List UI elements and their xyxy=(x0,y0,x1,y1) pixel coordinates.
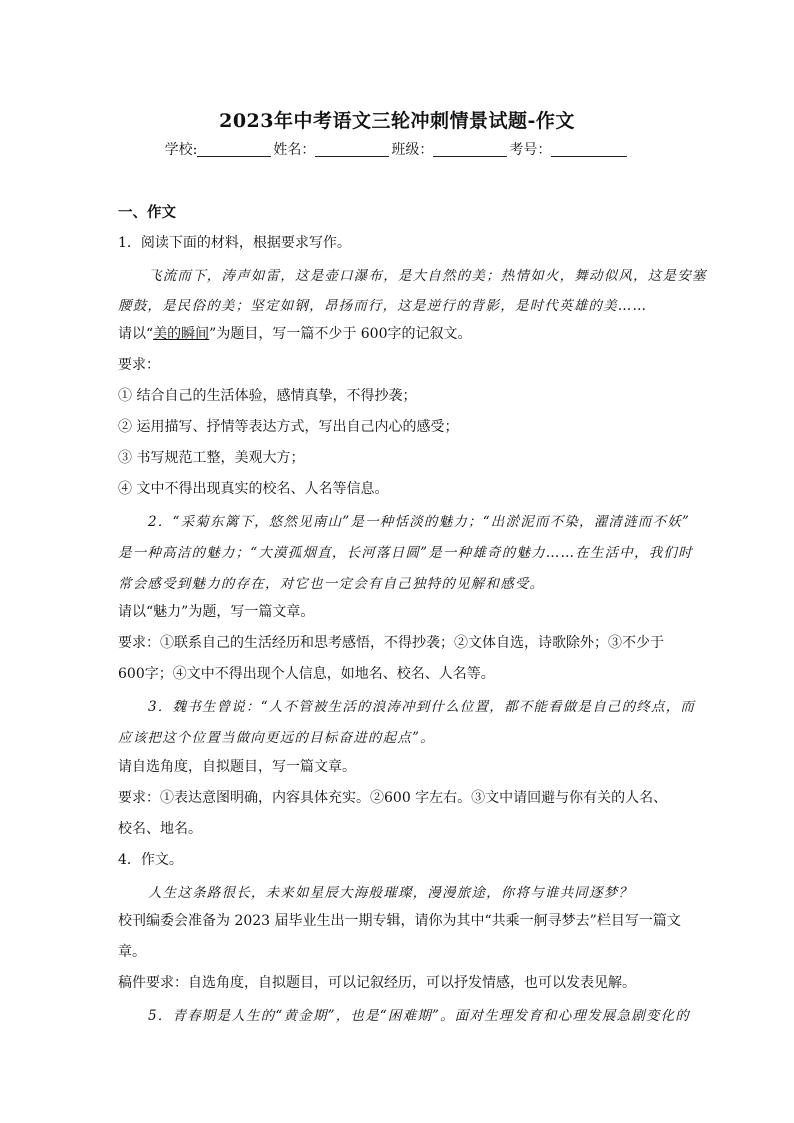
q4-req: 稿件要求：自选角度，自拟题目，可以记叙经历，可以抒发情感，也可以发表见解。 xyxy=(118,975,636,991)
q1-req-4: ④ 文中不得出现真实的校名、人名等信息。 xyxy=(118,481,389,497)
q2-material-line-2: 是一种高洁的魅力；“大漠孤烟直，长河落日圆”是一种雄奇的魅力……在生活中，我们时 xyxy=(118,545,693,561)
exam-no-blank[interactable] xyxy=(551,142,627,157)
exam-no-label: 考号： xyxy=(509,142,552,158)
q1-task-post: ”为题目，写一篇不少于 600字的记叙文。 xyxy=(209,326,472,342)
section-heading: 一、作文 xyxy=(118,204,176,221)
q4-task-line-1: 校刊编委会准备为 2023 届毕业生出一期专辑，请你为其中“共乘一舸寻梦去”栏目写一篇文 xyxy=(118,913,681,929)
class-label: 班级： xyxy=(391,142,434,158)
school-label: 学校: xyxy=(164,142,198,158)
q3-req-line-2: 校名、地名。 xyxy=(118,821,202,837)
q3-material-line-1: 3．魏书生曾说：“人不管被生活的浪涛冲到什么位置，都不能看做是自己的终点，而 xyxy=(148,699,696,715)
class-blank[interactable] xyxy=(433,142,507,157)
student-info-line xyxy=(0,139,794,159)
page-title: 2023年中考语文三轮冲刺情景试题-作文 xyxy=(219,110,575,132)
q2-task: 请以“魅力”为题，写一篇文章。 xyxy=(118,604,315,620)
q1-task xyxy=(118,323,472,343)
q1-req-2: ② 运用描写、抒情等表达方式，写出自己内心的感受； xyxy=(118,419,459,435)
q1-req-3: ③ 书写规范工整，美观大方； xyxy=(118,450,305,466)
q4-task-line-2: 章。 xyxy=(118,944,146,960)
q1-req-1: ① 结合自己的生活体验，感情真挚，不得抄袭； xyxy=(118,388,417,404)
q4-material: 人生这条路很长，未来如星辰大海般璀璨，漫漫旅途，你将与谁共同逐梦？ xyxy=(148,885,634,901)
name-label: 姓名： xyxy=(273,142,316,158)
q1-material-line-1: 飞流而下，涛声如雷，这是壶口瀑布，是大自然的美；热情如火，舞动似风，这是安塞 xyxy=(148,268,707,284)
q4-prompt: 4．作文。 xyxy=(118,852,183,868)
q1-req-title: 要求： xyxy=(118,357,160,373)
q2-req-line-2: 600字；④文中不得出现个人信息，如地名、校名、人名等。 xyxy=(118,666,495,682)
school-blank[interactable] xyxy=(197,142,271,157)
name-blank[interactable] xyxy=(315,142,389,157)
q1-material-line-2: 腰鼓，是民俗的美；坚定如钢，昂扬而行，这是逆行的背影，是时代英雄的美…… xyxy=(118,298,648,314)
q1-task-pre: 请以“ xyxy=(118,326,154,342)
q3-req-line-1: 要求：①表达意图明确，内容具体充实。②600 字左右。③文中请回避与你有关的人名、 xyxy=(118,790,668,806)
q2-material-line-3: 常会感受到魅力的存在，对它也一定会有自己独特的见解和感受。 xyxy=(118,576,545,592)
q2-req-line-1: 要求：①联系自己的生活经历和思考感悟，不得抄袭；②文体自选，诗歌除外；③不少于 xyxy=(118,635,664,651)
q3-task: 请自选角度，自拟题目，写一篇文章。 xyxy=(118,759,356,775)
q1-task-topic: 美的瞬间 xyxy=(153,326,210,342)
q5-material-line-1: 5．青春期是人生的“黄金期”，也是“困难期”。面对生理发育和心理发展急剧变化的 xyxy=(148,1008,690,1024)
q3-material-line-2: 应该把这个位置当做向更远的目标奋进的起点”。 xyxy=(118,730,435,746)
q2-material-line-1: 2．“采菊东篱下，悠然见南山”是一种恬淡的魅力；“出淤泥而不染，濯清涟而不妖” xyxy=(148,514,690,530)
q1-prompt: 1．阅读下面的材料，根据要求写作。 xyxy=(118,235,351,251)
